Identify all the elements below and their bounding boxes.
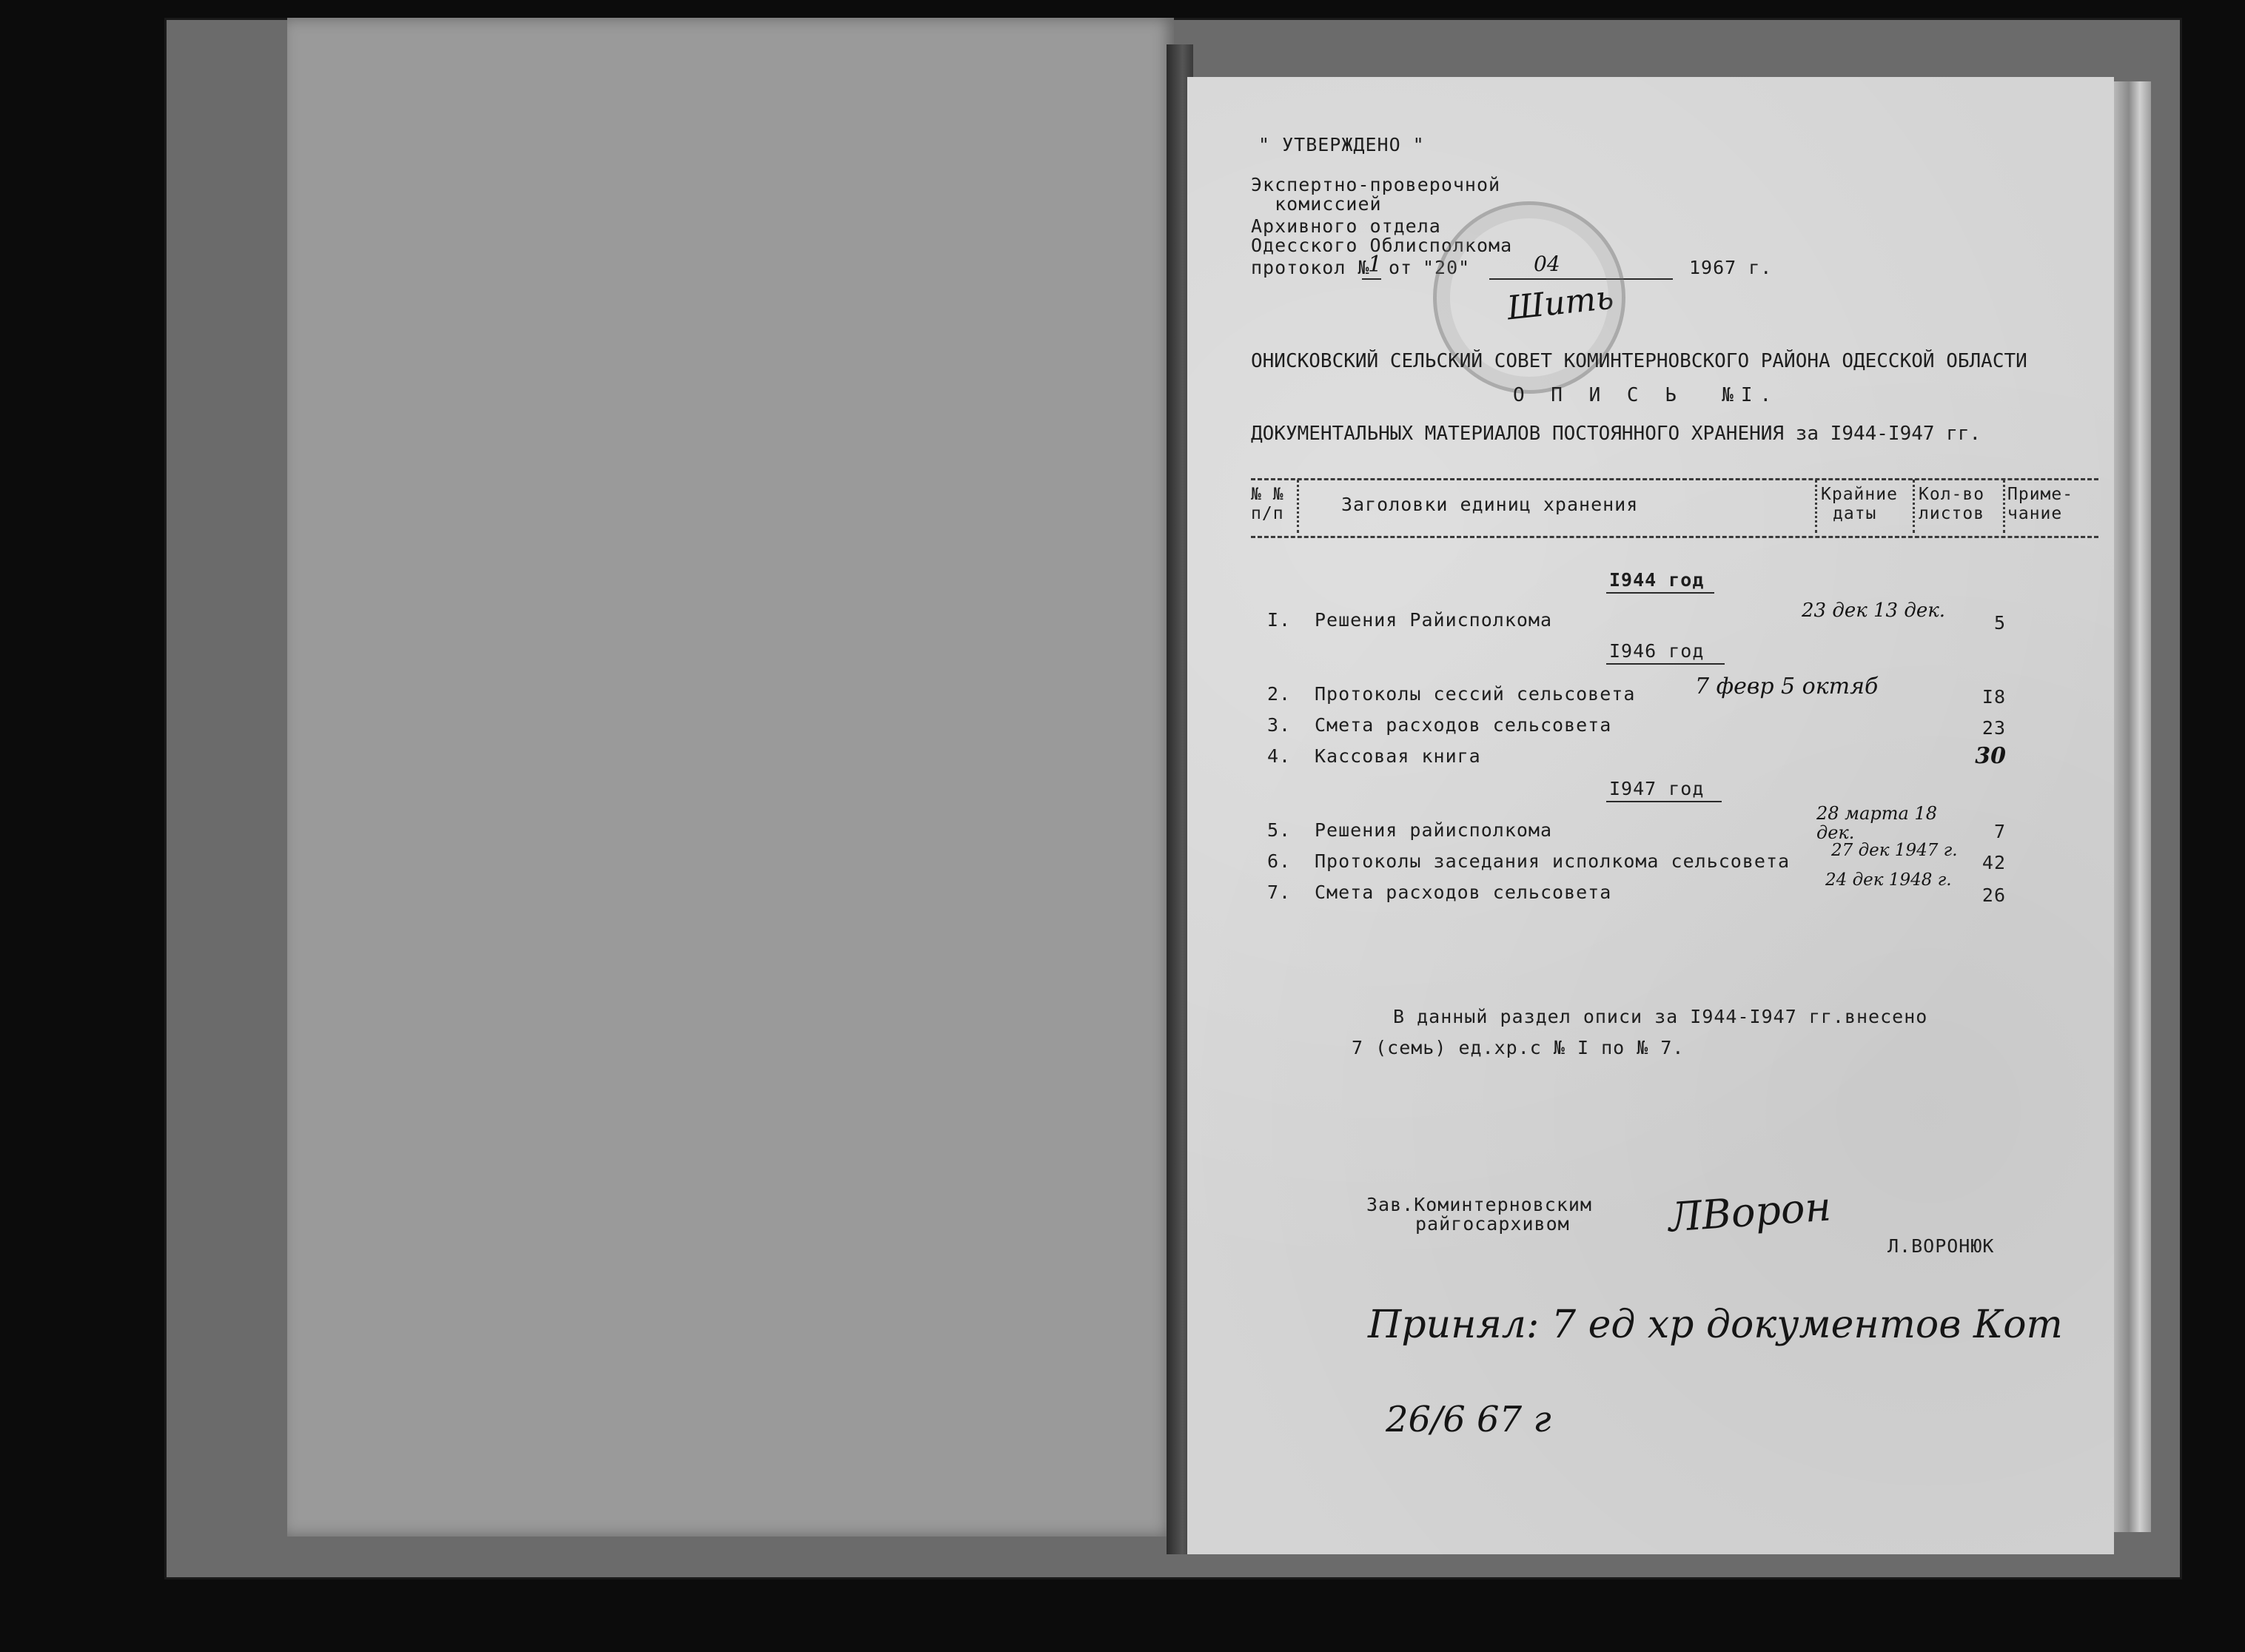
row-6-count: 42 [1981,852,2006,873]
row-4-number: 4. [1267,745,1292,767]
row-6-number: 6. [1267,850,1292,872]
col-title-header: Заголовки единиц хранения [1341,494,1639,515]
col-count-line2: листов [1919,504,1985,523]
summary-line-1: В данный раздел описи за I944-I947 гг.внесено [1393,1006,1928,1027]
approval-line-1: Экспертно-проверочной [1251,174,1501,195]
row-3-title: Смета расходов сельсовета [1315,714,1612,736]
col-separator-2 [1815,480,1817,533]
protocol-day: "20" [1423,257,1471,278]
row-7-number: 7. [1267,882,1292,903]
col-number-line2: п/п [1251,504,1284,523]
left-page-blank [287,18,1174,1537]
year-heading-1944: I944 год [1609,569,1705,591]
col-dates-line1: Крайние [1821,485,1898,504]
table-top-rule [1251,478,2098,480]
row-3-number: 3. [1267,714,1292,736]
handwritten-note-line-2: 26/6 67 г [1386,1399,1551,1440]
signoff-name: Л.ВОРОНЮК [1887,1235,1995,1257]
row-5-dates: 28 марта 18 дек. [1816,803,1937,843]
year-heading-1946: I946 год [1609,640,1705,662]
col-dates-line2: даты [1833,504,1877,523]
handwritten-note-line-1: Принял: 7 ед хр документов Кот [1368,1303,2063,1347]
row-7-count: 26 [1981,884,2006,906]
row-4-title: Кассовая книга [1315,745,1481,767]
col-note-line2: чание [2007,504,2063,523]
organization-title: ОНИСКОВСКИЙ СЕЛЬСКИЙ СОВЕТ КОМИНТЕРНОВСКОГО РАЙОНА ОДЕССКОЙ ОБЛАСТИ [1251,350,2027,372]
col-number-line1: № № [1251,485,1284,504]
protocol-from: от [1389,257,1413,278]
approval-title: " УТВЕРЖДЕНО " [1258,134,1425,155]
row-2-count: I8 [1981,686,2006,708]
row-4-count: 30 [1975,743,2006,769]
row-2-dates: 7 февр 5 октяб [1695,674,1879,699]
row-3-count: 23 [1981,717,2006,739]
year-underline-1944 [1606,592,1714,594]
row-1-dates: 23 дек 13 дек. [1802,600,1946,622]
row-6-dates: 27 дек 1947 г. [1831,841,1958,860]
protocol-no-underline [1362,278,1381,280]
signoff-position-2: райгосархивом [1415,1213,1570,1235]
col-separator-3 [1913,480,1915,533]
row-7-title: Смета расходов сельсовета [1315,882,1612,903]
table-bottom-rule [1251,536,2098,538]
col-separator-1 [1297,480,1299,533]
signoff-signature: ЛВорон [1667,1183,1833,1241]
row-2-number: 2. [1267,683,1292,705]
inventory-subtitle: ДОКУМЕНТАЛЬНЫХ МАТЕРИАЛОВ ПОСТОЯННОГО ХРАНЕНИЯ за I944-I947 гг. [1251,423,1981,445]
summary-line-2: 7 (семь) ед.хр.с № I по № 7. [1352,1037,1685,1058]
protocol-prefix: протокол № [1251,257,1370,278]
row-5-number: 5. [1267,819,1292,841]
approval-signature: Шить [1505,278,1616,328]
col-separator-4 [2003,480,2005,533]
year-heading-1947: I947 год [1609,778,1705,799]
col-note-line1: Приме- [2007,485,2074,504]
page-edges [2114,81,2151,1532]
year-underline-1947 [1606,801,1722,802]
row-2-title: Протоколы сессий сельсовета [1315,683,1636,705]
approval-line-4: Одесского Облисполкома [1251,235,1513,256]
col-count-line1: Кол-во [1919,485,1985,504]
inventory-title: О П И С Ь №I. [1513,384,1779,406]
row-7-dates: 24 дек 1948 г. [1825,870,1952,890]
row-1-number: I. [1267,609,1292,631]
row-5-title: Решения райисполкома [1315,819,1553,841]
year-underline-1946 [1606,663,1725,665]
approval-line-2: комиссией [1251,193,1382,215]
row-1-title: Решения Райисполкома [1315,609,1553,631]
protocol-number: 1 [1368,252,1383,278]
row-6-title: Протоколы заседания исполкома сельсовета [1315,850,1791,872]
signoff-position-1: Зав.Коминтерновским [1366,1194,1592,1215]
row-5-count: 7 [1993,821,2006,842]
row-1-count: 5 [1993,612,2006,634]
approval-line-3: Архивного отдела [1251,215,1441,237]
protocol-month: 04 [1534,252,1560,276]
protocol-year: 1967 г. [1689,257,1773,278]
